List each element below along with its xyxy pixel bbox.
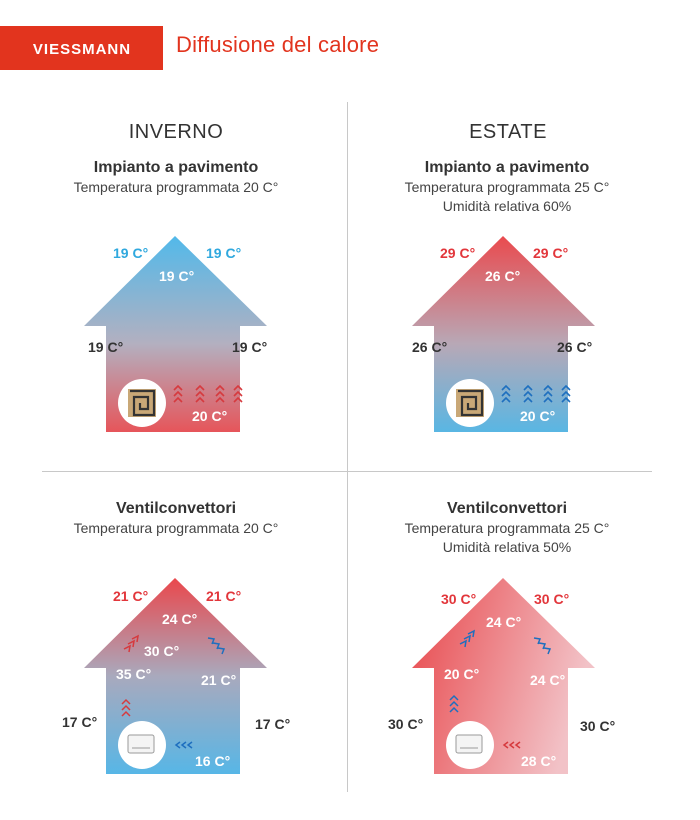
house-summer-floor xyxy=(388,230,618,440)
temp-roof-center: 24 C° xyxy=(486,614,522,630)
temp-peak-right: 29 C° xyxy=(533,245,569,261)
panel-humidity-summer-floor: Umidità relativa 60% xyxy=(442,198,572,214)
temp-peak-right: 30 C° xyxy=(534,591,570,607)
temp-mid-right: 21 C° xyxy=(201,672,237,688)
panel-setpoint-winter-fan: Temperatura programmata 20 C° xyxy=(73,520,279,536)
temp-wall-left: 30 C° xyxy=(388,716,424,732)
temp-wall-left: 26 C° xyxy=(412,339,448,355)
temp-peak-left: 19 C° xyxy=(113,245,149,261)
temp-peak-right: 21 C° xyxy=(206,588,242,604)
panel-title-winter-floor: Impianto a pavimento xyxy=(93,159,259,176)
viessmann-logo xyxy=(0,26,163,70)
panel-title-summer-floor: Impianto a pavimento xyxy=(424,159,590,176)
temp-roof-center: 24 C° xyxy=(162,611,198,627)
house-shape xyxy=(412,236,595,432)
panel-humidity-summer-fan: Umidità relativa 50% xyxy=(442,539,572,555)
season-heading-winter: INVERNO xyxy=(128,121,224,143)
fan-coil-unit-icon xyxy=(118,721,166,769)
season-heading-summer: ESTATE xyxy=(469,121,547,143)
house-winter-fan xyxy=(60,572,290,782)
panel-title-winter-fan: Ventilconvettori xyxy=(115,500,237,517)
page-title: Diffusione del calore xyxy=(176,32,380,57)
house-shape xyxy=(84,236,267,432)
floor-cooling-icon xyxy=(446,379,494,427)
temp-roof-center: 26 C° xyxy=(485,268,521,284)
temp-peak-left: 21 C° xyxy=(113,588,149,604)
temp-wall-right: 17 C° xyxy=(255,716,291,732)
panel-setpoint-summer-floor: Temperatura programmata 25 C° xyxy=(404,179,610,195)
logo-text: VIESSMANN xyxy=(32,41,132,58)
temp-mid-upper: 30 C° xyxy=(144,643,180,659)
vertical-divider xyxy=(347,102,348,792)
temp-wall-left: 19 C° xyxy=(88,339,124,355)
temp-wall-right: 26 C° xyxy=(557,339,593,355)
temp-roof-center: 19 C° xyxy=(159,268,195,284)
temp-peak-right: 19 C° xyxy=(206,245,242,261)
temp-peak-left: 29 C° xyxy=(440,245,476,261)
temp-peak-left: 30 C° xyxy=(441,591,477,607)
horizontal-divider xyxy=(42,471,652,472)
temp-floor: 16 C° xyxy=(195,753,231,769)
temp-wall-right: 30 C° xyxy=(580,718,616,734)
panel-title-summer-fan: Ventilconvettori xyxy=(446,500,568,517)
temp-mid-left: 35 C° xyxy=(116,666,152,682)
temp-mid-left: 20 C° xyxy=(444,666,480,682)
temp-floor: 28 C° xyxy=(521,753,557,769)
temp-mid-right: 24 C° xyxy=(530,672,566,688)
house-winter-floor xyxy=(60,230,290,440)
floor-heating-icon xyxy=(118,379,166,427)
temp-floor: 20 C° xyxy=(192,408,228,424)
house-summer-fan xyxy=(388,572,618,782)
temp-wall-right: 19 C° xyxy=(232,339,268,355)
brand-banner xyxy=(0,26,163,70)
panel-setpoint-summer-fan: Temperatura programmata 25 C° xyxy=(404,520,610,536)
fan-coil-unit-icon xyxy=(446,721,494,769)
temp-floor: 20 C° xyxy=(520,408,556,424)
temp-wall-left: 17 C° xyxy=(62,714,98,730)
panel-setpoint-winter-floor: Temperatura programmata 20 C° xyxy=(73,179,279,195)
